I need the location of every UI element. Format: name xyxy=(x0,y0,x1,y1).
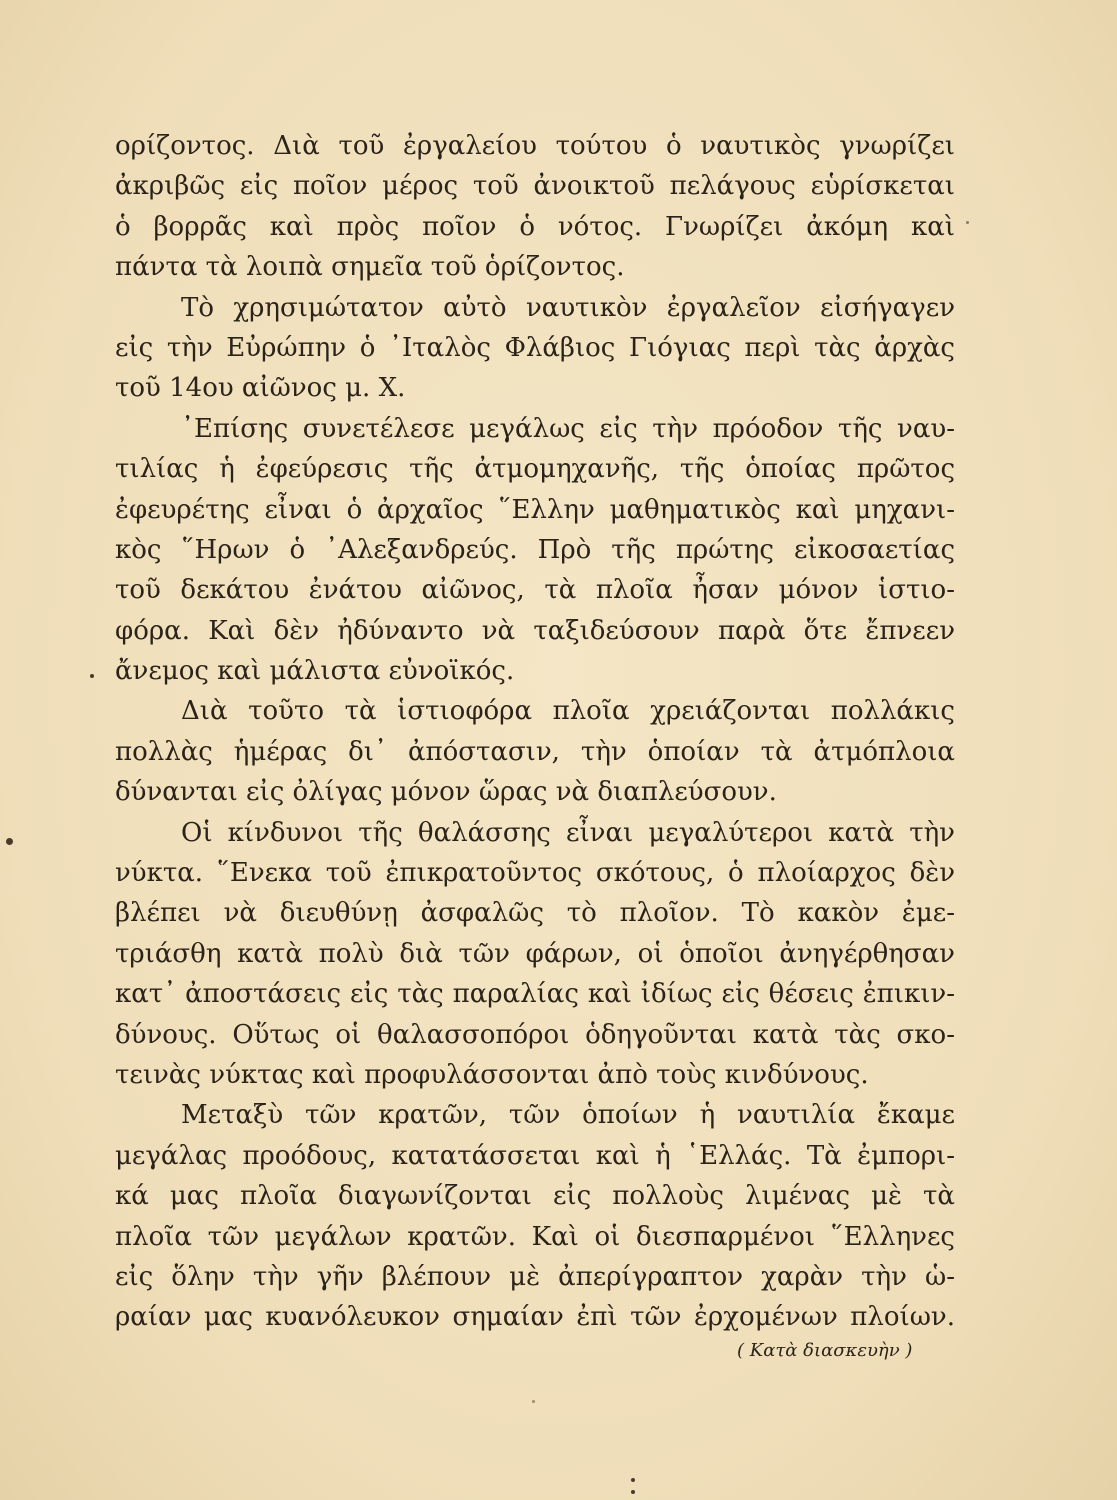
text-line: δύνους. Οὕτως οἱ θαλασσοπόροι ὁδηγοῦνται κατὰ τὰς σκο- xyxy=(115,1019,955,1050)
text-line: ἀκριβῶς εἰς ποῖον μέρος τοῦ ἀνοικτοῦ πελάγους εὑρίσκεται xyxy=(115,171,955,202)
text-line: δύνανται εἰς ὀλίγας μόνον ὥρας νὰ διαπλεύσουν. xyxy=(115,777,777,808)
paragraph-start-line: Διὰ τοῦτο τὰ ἱστιοφόρα πλοῖα χρειάζονται πολλάκις xyxy=(181,696,955,727)
text-line: κά μας πλοῖα διαγωνίζονται εἰς πολλοὺς λιμένας μὲ τὰ xyxy=(115,1181,955,1212)
paper-speck xyxy=(631,1490,635,1494)
text-line: νύκτα. ῞Ενεκα τοῦ ἐπικρατοῦντος σκότους, ὁ πλοίαρχος δὲν xyxy=(115,858,955,889)
paper-speck xyxy=(90,674,94,678)
text-line: τιλίας ἡ ἐφεύρεσις τῆς ἀτμομηχανῆς, τῆς ὁποίας πρῶτος xyxy=(115,454,955,485)
paper-speck xyxy=(532,1400,535,1403)
text-line: εἰς ὅλην τὴν γῆν βλέπουν μὲ ἀπερίγραπτον χαρὰν τὴν ὡ- xyxy=(115,1261,955,1292)
text-line: ραίαν μας κυανόλευκον σημαίαν ἐπὶ τῶν ἐρχομένων πλοίων. xyxy=(115,1302,955,1333)
text-line: ἐφευρέτης εἶναι ὁ ἀρχαῖος ῞Ελλην μαθηματικὸς καὶ μηχανι- xyxy=(115,494,955,525)
text-line: μεγάλας προόδους, κατατάσσεται καὶ ἡ ῾Ελλάς. Τὰ ἐμπορι- xyxy=(115,1140,955,1171)
source-note: ( Κατὰ διασκευὴν ) xyxy=(737,1340,913,1361)
text-line: τοῦ 14ου αἰῶνος μ. Χ. xyxy=(115,373,406,404)
text-line: κατ᾿ ἀποστάσεις εἰς τὰς παραλίας καὶ ἰδίως εἰς θέσεις ἐπικιν- xyxy=(115,979,955,1010)
text-line: ὁ βορρᾶς καὶ πρὸς ποῖον ὁ νότος. Γνωρίζει ἀκόμη καὶ xyxy=(115,211,955,242)
text-line: τεινὰς νύκτας καὶ προφυλάσσονται ἀπὸ τοὺς κινδύνους. xyxy=(115,1059,869,1090)
text-line: εἰς τὴν Εὐρώπην ὁ ᾿Ιταλὸς Φλάβιος Γιόγιας περὶ τὰς ἀρχὰς xyxy=(115,332,955,363)
text-line: ἄνεμος καὶ μάλιστα εὐνοϊκός. xyxy=(115,656,515,687)
text-line: βλέπει νὰ διευθύνῃ ἀσφαλῶς τὸ πλοῖον. Τὸ κακὸν ἐμε- xyxy=(115,898,955,929)
paragraph-start-line: Μεταξὺ τῶν κρατῶν, τῶν ὁποίων ἡ ναυτιλία ἔκαμε xyxy=(181,1100,955,1131)
text-line: πλοῖα τῶν μεγάλων κρατῶν. Καὶ οἱ διεσπαρμένοι ῞Ελληνες xyxy=(115,1221,955,1252)
text-line: φόρα. Καὶ δὲν ἠδύναντο νὰ ταξιδεύσουν παρὰ ὅτε ἔπνεεν xyxy=(115,615,955,646)
text-line: κὸς ῞Ηρων ὁ ᾿Αλεξανδρεύς. Πρὸ τῆς πρώτης εἰκοσαετίας xyxy=(115,534,955,565)
paper-speck xyxy=(631,1478,635,1482)
paper-speck xyxy=(966,221,969,224)
text-line: τριάσθη κατὰ πολὺ διὰ τῶν φάρων, οἱ ὁποῖοι ἀνηγέρθησαν xyxy=(115,938,955,969)
text-line: ορίζοντος. Διὰ τοῦ ἐργαλείου τούτου ὁ ναυτικὸς γνωρίζει xyxy=(115,131,955,161)
body-text xyxy=(115,126,955,1338)
text-line: τοῦ δεκάτου ἐνάτου αἰῶνος, τὰ πλοῖα ἦσαν μόνον ἱστιο- xyxy=(115,575,955,606)
text-line: πολλὰς ἡμέρας δι᾿ ἀπόστασιν, τὴν ὁποίαν τὰ ἀτμόπλοια xyxy=(115,736,955,767)
paragraph-start-line: Τὸ χρησιμώτατον αὐτὸ ναυτικὸν ἐργαλεῖον εἰσήγαγεν xyxy=(181,292,955,323)
paper-speck xyxy=(6,838,13,845)
paragraph-start-line: ᾿Επίσης συνετέλεσε μεγάλως εἰς τὴν πρόοδον τῆς ναυ- xyxy=(181,413,955,444)
paragraph-start-line: Οἱ κίνδυνοι τῆς θαλάσσης εἶναι μεγαλύτεροι κατὰ τὴν xyxy=(181,817,955,848)
text-line: πάντα τὰ λοιπὰ σημεῖα τοῦ ὁρίζοντος. xyxy=(115,252,625,283)
